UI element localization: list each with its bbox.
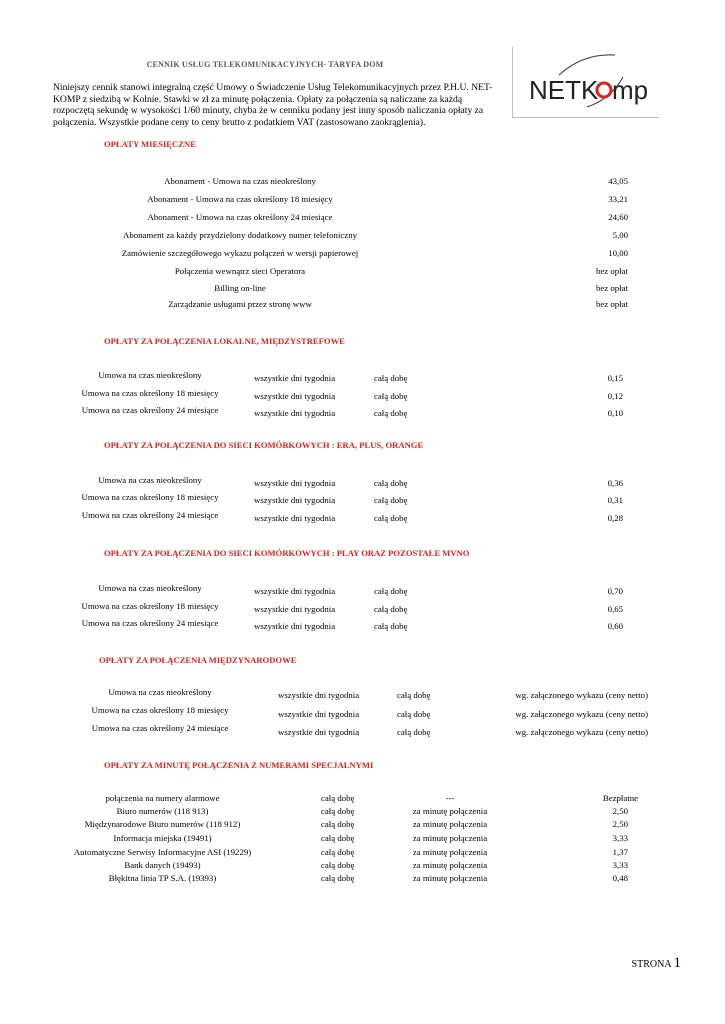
monthly-row-price: bez opłat [596, 299, 628, 309]
section-title-local: OPŁATY ZA POŁĄCZENIA LOKALNE, MIĘDZYSTREFOWE [104, 336, 345, 346]
section-title-monthly: OPŁATY MIESIĘCZNE [104, 139, 196, 149]
special-row-time: całą dobę [321, 860, 355, 870]
mobile1-row-price: 0,28 [607, 513, 623, 523]
local-row-days: wszystkie dni tygodnia [254, 408, 336, 418]
mobile2-row-price: 0,70 [607, 586, 623, 596]
mobile2-row-price: 0,60 [607, 621, 623, 631]
monthly-row-label: Zamówienie szczegółowego wykazu połączeń w wersji papierowej [121, 248, 359, 258]
special-row-price: 3,33 [612, 833, 628, 843]
local-row-label: Umowa na czas określony 24 miesiące [81, 405, 219, 415]
monthly-row-price: 24,60 [608, 212, 628, 222]
special-row-unit: za minutę połączenia [412, 847, 488, 857]
special-row-unit: za minutę połączenia [412, 833, 488, 843]
special-row-label: Bank danych (19493) [124, 860, 201, 870]
special-row-time: całą dobę [321, 833, 355, 843]
page-number: 1 [673, 955, 681, 971]
section-title-special-numbers: OPŁATY ZA MINUTĘ POŁĄCZENIA Z NUMERAMI SPECJALNYMI [104, 760, 374, 770]
special-row-unit: za minutę połączenia [412, 806, 488, 816]
mobile1-row-time: całą dobę [374, 478, 408, 488]
local-row-days: wszystkie dni tygodnia [254, 373, 336, 383]
mobile2-row-days: wszystkie dni tygodnia [254, 621, 336, 631]
intro-paragraph: Niniejszy cennik stanowi integralną część Umowy o Świadczenie Usług Telekomunikacyjnych przez P.H.U. NET-KOMP z siedzibą w Kolnie. Stawki w zł za minutę połączenia. Opłaty za połączenia są naliczane za każdą rozpoczętą sekundę w wysokości 1/60 minuty, chyba że w cenniku podany jest inny sposób naliczania opłaty za połączenia. Wszystkie podane ceny to ceny brutto z podatkiem VAT (zastosowano zaokrąglenia). [53, 82, 493, 128]
monthly-row-label: Abonament za każdy przydzielony dodatkowy numer telefoniczny [122, 230, 357, 240]
special-row-unit: za minutę połączenia [412, 819, 488, 829]
monthly-row-label: Abonament - Umowa na czas określony 24 miesiące [147, 212, 333, 222]
mobile1-row-label: Umowa na czas określony 24 miesiące [81, 510, 219, 520]
special-row-price: 2,50 [612, 819, 628, 829]
special-row-time: całą dobę [321, 819, 355, 829]
logo-text-left: NETK [529, 75, 599, 105]
intl-row-days: wszystkie dni tygodnia [278, 709, 360, 719]
mobile2-row-label: Umowa na czas określony 18 miesięcy [81, 601, 219, 611]
monthly-row-price: 10,00 [608, 248, 628, 258]
special-row-label: Błękitna linia TP S.A. (19393) [108, 873, 217, 883]
intl-row-time: całą dobę [397, 709, 431, 719]
monthly-row-label: Połączenia wewnątrz sieci Operatora [174, 266, 306, 276]
monthly-row-label: Abonament - Umowa na czas określony 18 miesięcy [147, 194, 333, 204]
special-row-time: całą dobę [321, 873, 355, 883]
local-row-label: Umowa na czas nieokreślony [98, 370, 202, 380]
page-label: STRONA [631, 959, 671, 970]
intl-row-time: całą dobę [397, 690, 431, 700]
intl-row-price: wg. załączonego wykazu (ceny netto) [515, 690, 648, 700]
monthly-row-label: Zarządzanie usługami przez stronę www [168, 299, 312, 309]
mobile1-row-label: Umowa na czas nieokreślony [98, 475, 202, 485]
local-row-price: 0,12 [607, 391, 623, 401]
monthly-row-label: Billing on-line [214, 283, 266, 293]
local-row-time: całą dobę [374, 408, 408, 418]
intl-row-label: Umowa na czas określony 18 miesięcy [91, 705, 229, 715]
section-title-mobile-play-mvno: OPŁATY ZA POŁĄCZENIA DO SIECI KOMÓRKOWYCH : PLAY ORAZ POZOSTAŁE MVNO [104, 548, 470, 558]
section-title-mobile-era-plus-orange: OPŁATY ZA POŁĄCZENIA DO SIECI KOMÓRKOWYCH : ERA, PLUS, ORANGE [104, 440, 424, 450]
section-title-international: OPŁATY ZA POŁĄCZENIA MIĘDZYNARODOWE [99, 655, 297, 665]
local-row-price: 0,15 [607, 373, 623, 383]
mobile1-row-price: 0,36 [607, 478, 623, 488]
netkomp-logo [512, 47, 659, 118]
mobile2-row-label: Umowa na czas nieokreślony [98, 583, 202, 593]
intl-row-price: wg. załączonego wykazu (ceny netto) [515, 709, 648, 719]
monthly-row-price: bez opłat [596, 266, 628, 276]
local-row-label: Umowa na czas określony 18 miesięcy [81, 388, 219, 398]
mobile1-row-days: wszystkie dni tygodnia [254, 495, 336, 505]
special-row-unit: --- [445, 793, 455, 803]
special-row-time: całą dobę [321, 806, 355, 816]
mobile1-row-time: całą dobę [374, 513, 408, 523]
page-footer [632, 955, 681, 972]
mobile2-row-days: wszystkie dni tygodnia [254, 586, 336, 596]
mobile1-row-days: wszystkie dni tygodnia [254, 478, 336, 488]
special-row-label: Biuro numerów (118 913) [116, 806, 209, 816]
special-row-price: Bezpłatne [602, 793, 638, 803]
mobile1-row-days: wszystkie dni tygodnia [254, 513, 336, 523]
mobile2-row-time: całą dobę [374, 621, 408, 631]
mobile1-row-label: Umowa na czas określony 18 miesięcy [81, 492, 219, 502]
logo-o-icon [597, 83, 611, 97]
netkomp-logo-icon [513, 47, 659, 117]
monthly-row-price: 5,00 [612, 230, 628, 240]
mobile1-row-time: całą dobę [374, 495, 408, 505]
special-row-price: 0,48 [612, 873, 628, 883]
special-row-unit: za minutę połączenia [412, 860, 488, 870]
intl-row-label: Umowa na czas nieokreślony [108, 687, 212, 697]
mobile2-row-time: całą dobę [374, 604, 408, 614]
local-row-time: całą dobę [374, 391, 408, 401]
mobile2-row-days: wszystkie dni tygodnia [254, 604, 336, 614]
local-row-price: 0,10 [607, 408, 623, 418]
monthly-row-price: 43,05 [608, 176, 628, 186]
monthly-row-label: Abonament - Umowa na czas nieokreślony [164, 176, 316, 186]
intl-row-days: wszystkie dni tygodnia [278, 690, 360, 700]
special-row-time: całą dobę [321, 847, 355, 857]
intl-row-days: wszystkie dni tygodnia [278, 727, 360, 737]
mobile2-row-label: Umowa na czas określony 24 miesiące [81, 618, 219, 628]
intl-row-label: Umowa na czas określony 24 miesiące [91, 723, 229, 733]
intl-row-price: wg. załączonego wykazu (ceny netto) [515, 727, 648, 737]
special-row-price: 3,33 [612, 860, 628, 870]
logo-text-right: mp [612, 75, 649, 105]
mobile1-row-price: 0,31 [607, 495, 623, 505]
monthly-row-price: 33,21 [608, 194, 628, 204]
mobile2-row-time: całą dobę [374, 586, 408, 596]
special-row-label: Międzynarodowe Biuro numerów (118 912) [84, 819, 241, 829]
local-row-days: wszystkie dni tygodnia [254, 391, 336, 401]
special-row-price: 2,50 [612, 806, 628, 816]
document-title: CENNIK USŁUG TELEKOMUNIKACYJNYCH- TARYFA DOM [146, 60, 384, 69]
monthly-row-price: bez opłat [596, 283, 628, 293]
special-row-label: Informacja miejska (19491) [113, 833, 212, 843]
special-row-label: Automatyczne Serwisy Informacyjne ASI (19229) [73, 847, 252, 857]
special-row-time: całą dobę [321, 793, 355, 803]
intl-row-time: całą dobę [397, 727, 431, 737]
special-row-label: połączenia na numery alarmowe [105, 793, 220, 803]
special-row-price: 1,37 [612, 847, 628, 857]
special-row-unit: za minutę połączenia [412, 873, 488, 883]
mobile2-row-price: 0,65 [607, 604, 623, 614]
local-row-time: całą dobę [374, 373, 408, 383]
